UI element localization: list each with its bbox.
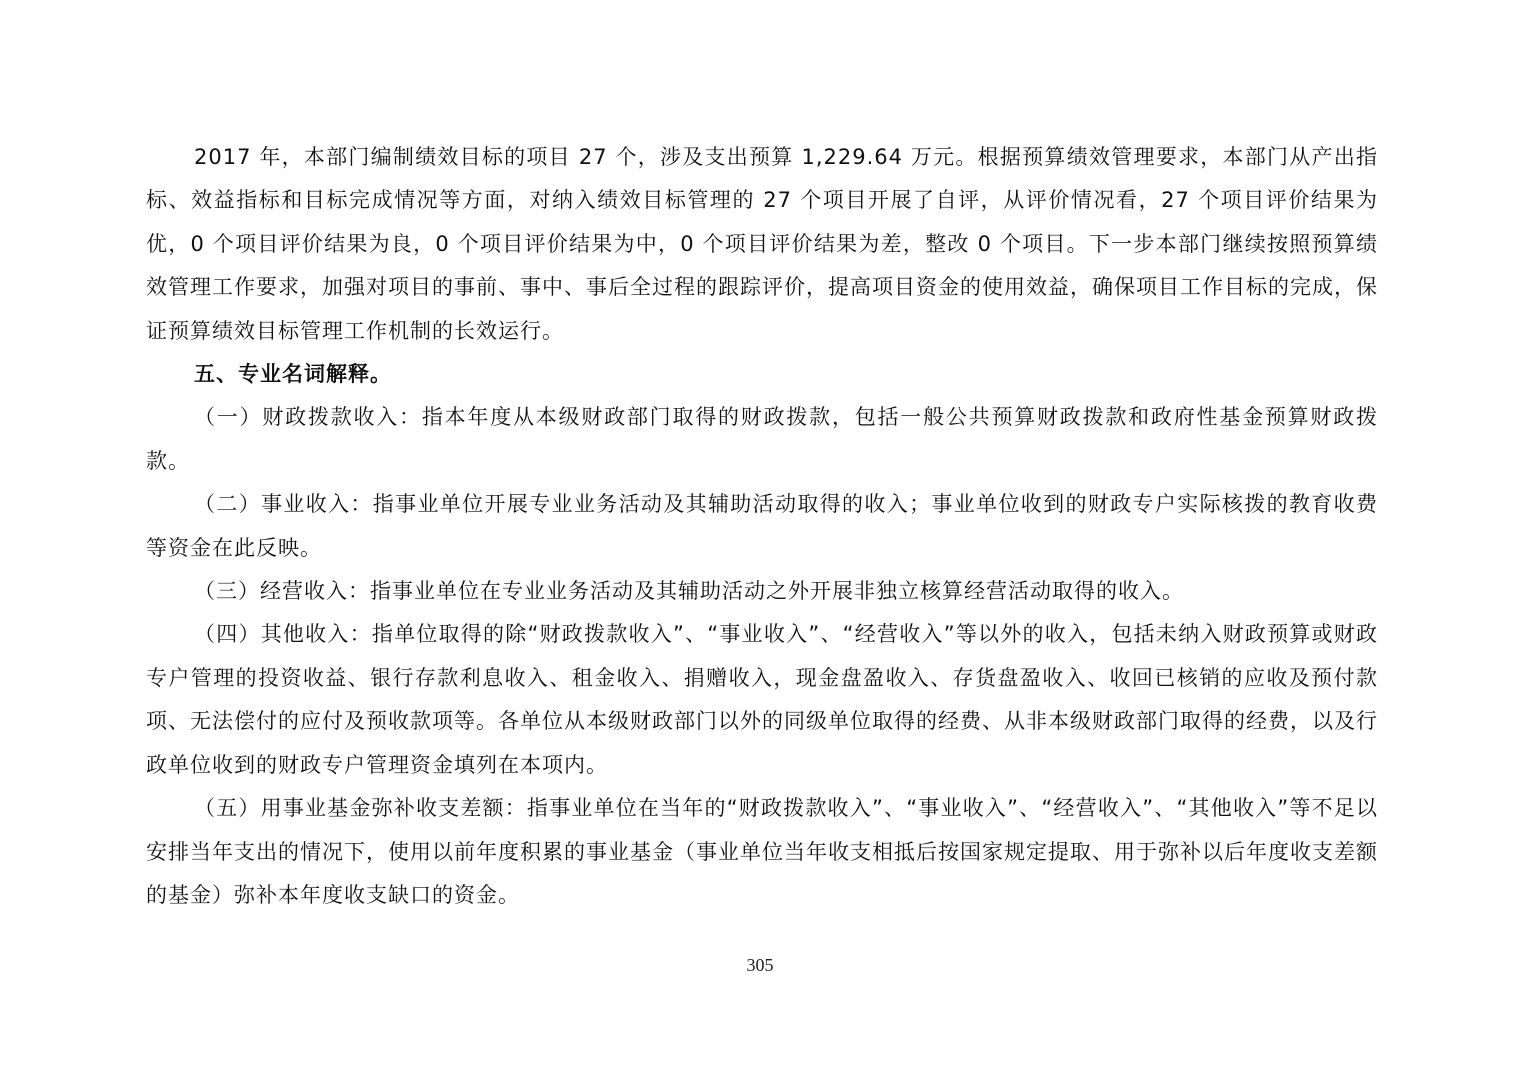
definition-business-income: （二）事业收入：指事业单位开展专业业务活动及其辅助活动取得的收入；事业单位收到的财政专户实际核拨的教育收费等资金在此反映。: [146, 492, 1378, 560]
page-content: [146, 136, 1378, 917]
section-heading: 五、专业名词解释。: [194, 362, 392, 387]
definition-other-income: （四）其他收入：指单位取得的除“财政拨款收入”、“事业收入”、“经营收入”等以外的收入，包括未纳入财政预算或财政专户管理的投资收益、银行存款利息收入、租金收入、捐赠收入，现金盘盈收入、存货盘盈收入、收回已核销的应收及预付款项、无法偿付的应付及预收款项等。各单位从本级财政部门以外的同级单位取得的经费、从非本级财政部门取得的经费，以及行政单位收到的财政专户管理资金填列在本项内。: [146, 622, 1378, 777]
page-number: 305: [746, 955, 774, 975]
definition-fiscal-appropriation: （一）财政拨款收入：指本年度从本级财政部门取得的财政拨款，包括一般公共预算财政拨款和政府性基金预算财政拨款。: [146, 405, 1378, 473]
performance-paragraph: 2017 年，本部门编制绩效目标的项目 27 个，涉及支出预算 1,229.64 万元。根据预算绩效管理要求，本部门从产出指标、效益指标和目标完成情况等方面，对纳入绩效目标管理的 27 个项目开展了自评，从评价情况看，27 个项目评价结果为优，0 个项目评价结果为良，0 个项目评价结果为中，0 个项目评价结果为差，整改 0 个项目。下一步本部门继续按照预算绩效管理工作要求，加强对项目的事前、事中、事后全过程的跟踪评价，提高项目资金的使用效益，确保项目工作目标的完成，保证预算绩效目标管理工作机制的长效运行。: [146, 145, 1378, 343]
definition-operating-income: （三）经营收入：指事业单位在专业业务活动及其辅助活动之外开展非独立核算经营活动取得的收入。: [194, 579, 1184, 604]
definition-business-fund-offset: （五）用事业基金弥补收支差额：指事业单位在当年的“财政拨款收入”、“事业收入”、“经营收入”、“其他收入”等不足以安排当年支出的情况下，使用以前年度积累的事业基金（事业单位当年收支相抵后按国家规定提取、用于弥补以后年度收支差额的基金）弥补本年度收支缺口的资金。: [146, 796, 1378, 907]
